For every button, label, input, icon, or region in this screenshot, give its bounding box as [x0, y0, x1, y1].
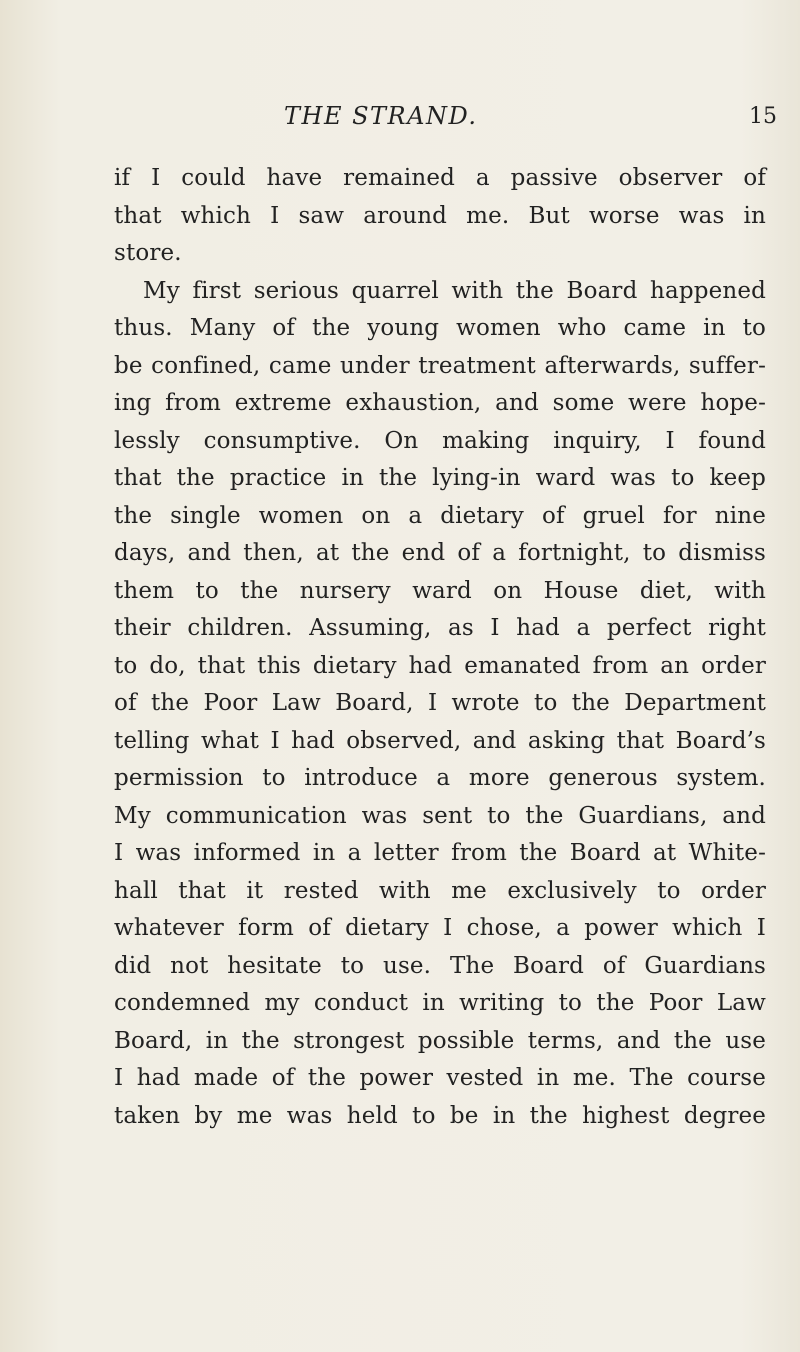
text-line: ing from extreme exhaustion, and some were hope- [114, 390, 766, 416]
text-line: My communication was sent to the Guardians, and [114, 802, 766, 829]
text-line: I was informed in a letter from the Board at White- [114, 840, 766, 866]
text-line: whatever form of dietary I chose, a power which I [114, 915, 766, 941]
body-text [114, 160, 766, 1135]
text-line: of the Poor Law Board, I wrote to the Department [114, 690, 766, 716]
text-line: them to the nursery ward on House diet, with [114, 577, 766, 604]
text-line: store. [114, 240, 182, 266]
text-line: Board, in the strongest possible terms, and the use [114, 1027, 766, 1054]
text-line: days, and then, at the end of a fortnight, to dismiss [114, 540, 766, 566]
running-title: THE STRAND. [284, 102, 478, 130]
running-head [112, 102, 800, 142]
text-line: permission to introduce a more generous system. [114, 765, 766, 791]
text-line: the single women on a dietary of gruel for nine [114, 502, 766, 529]
text-line: their children. Assuming, as I had a perfect right [114, 615, 766, 641]
text-line: I had made of the power vested in me. The course [114, 1065, 766, 1091]
text-line: hall that it rested with me exclusively to order [114, 877, 766, 904]
text-line: if I could have remained a passive observer of [114, 165, 766, 191]
text-line: thus. Many of the young women who came in to [114, 315, 766, 341]
text-line: lessly consumptive. On making inquiry, I found [114, 427, 766, 454]
text-line: that the practice in the lying-in ward was to keep [114, 465, 766, 491]
text-line: did not hesitate to use. The Board of Guardians [114, 952, 766, 979]
text-line: taken by me was held to be in the highest degree [114, 1102, 766, 1129]
text-line: to do, that this dietary had emanated from an order [114, 652, 766, 679]
text-line: condemned my conduct in writing to the Poor Law [114, 990, 766, 1016]
text-line: My first serious quarrel with the Board happened [143, 277, 766, 304]
text-line: that which I saw around me. But worse was in [114, 202, 766, 229]
page-number: 15 [749, 104, 777, 129]
text-line: telling what I had observed, and asking that Board’s [114, 727, 766, 754]
text-line: be confined, came under treatment afterwards, suffer- [114, 352, 766, 379]
